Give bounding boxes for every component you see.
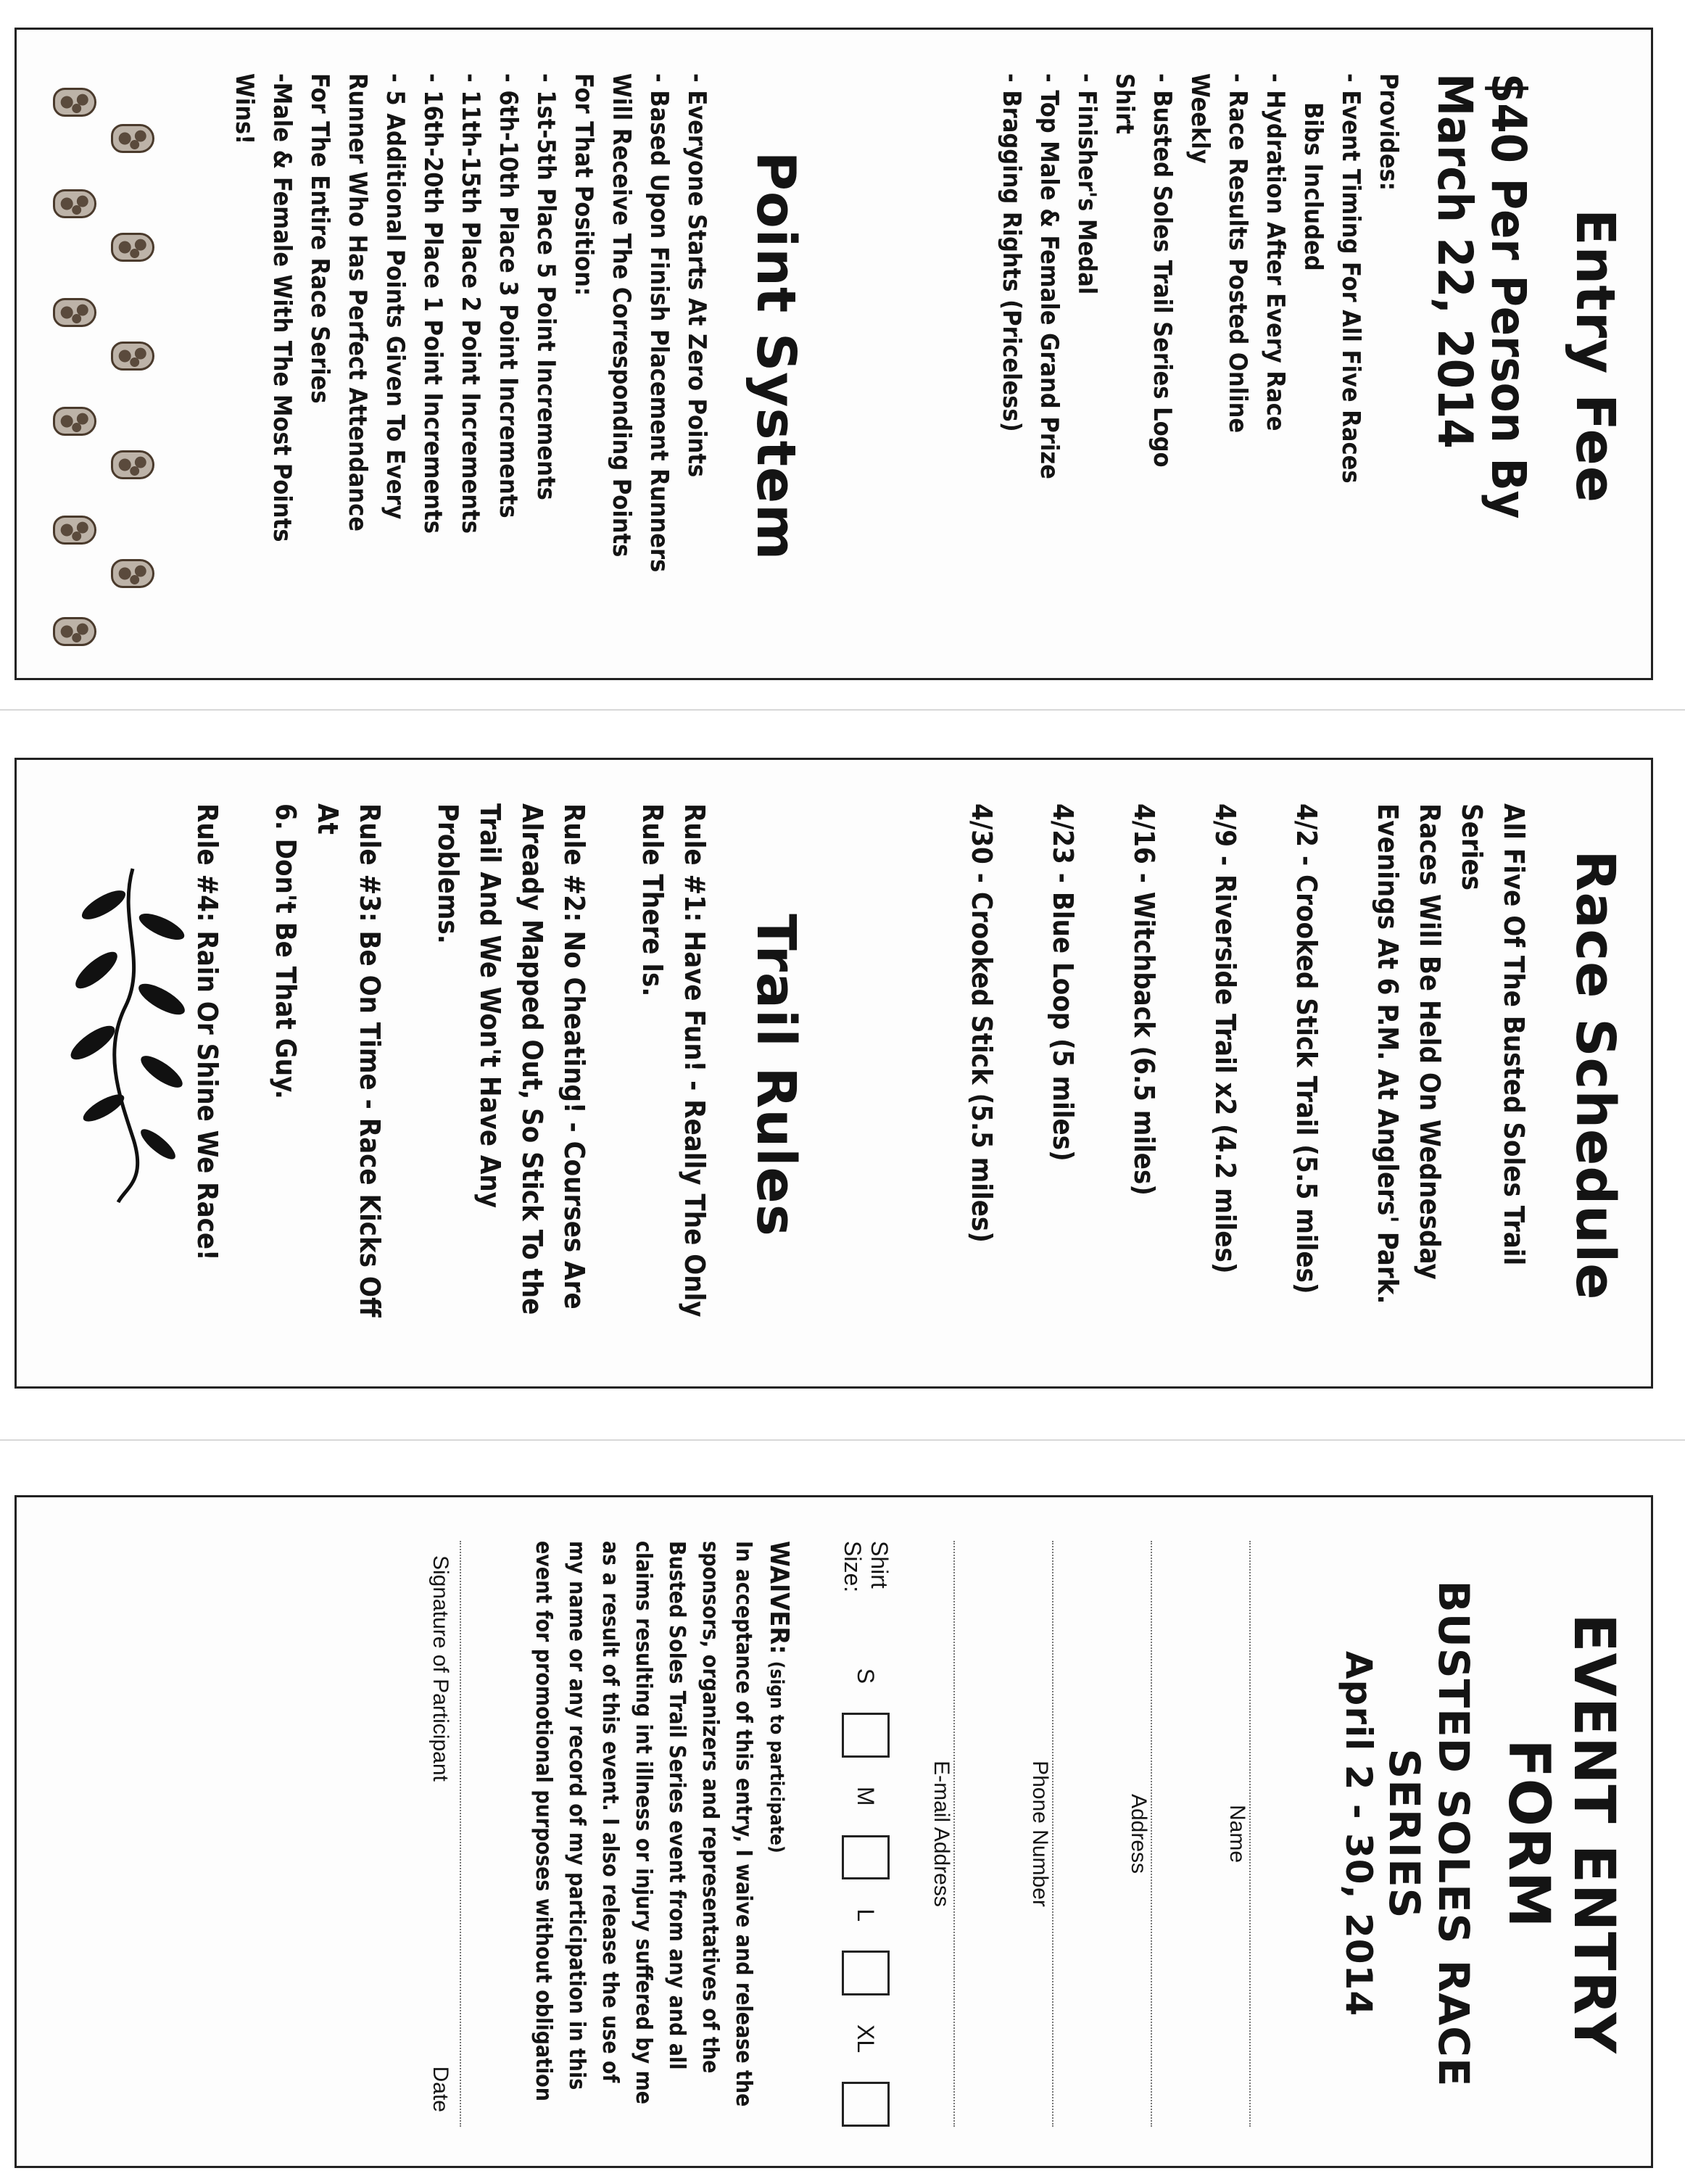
waiver-note: (sign to participate) [766, 1660, 787, 1853]
rule-line: Rule #3: Be On Time - Race Kicks Off At [312, 803, 386, 1318]
race-schedule-section [836, 760, 1655, 1391]
email-label: E-mail Address [930, 1761, 953, 1907]
address-label: Address [1127, 1793, 1151, 1874]
series-name: BUSTED SOLES RACE SERIES [1380, 1580, 1478, 2088]
provides-item: - Finisher's Medal [1072, 73, 1101, 295]
waiver-line: my name or any record of my participation in this [564, 1541, 589, 2090]
date-label: Date [429, 2066, 452, 2112]
signature-row [428, 1555, 452, 2112]
waiver-line: Busted Soles Trail Series event from any and all [664, 1541, 690, 2070]
footprint-trail [46, 73, 162, 668]
provides-item: Weekly [1185, 73, 1214, 164]
rule-line: Already Mapped Out, So Stick To the [516, 803, 548, 1315]
point-line: - 1st-5th Place 5 Point Increments [531, 73, 560, 500]
size-l-checkbox[interactable] [842, 1951, 890, 1995]
point-line: - 16th-20th Place 1 Point Increments [418, 73, 447, 534]
footprint-icon [111, 342, 154, 371]
schedule-intro: Races Will Be Held On Wednesday [1414, 803, 1446, 1280]
provides-item: - Event Timing For All Five Races [1336, 73, 1365, 484]
trail-rules-title: Trail Rules [745, 914, 807, 1237]
size-m-checkbox[interactable] [842, 1835, 890, 1880]
size-xl-checkbox[interactable] [842, 2082, 890, 2127]
panel-schedule-rules [15, 758, 1653, 1389]
entry-fee-title: Entry Fee [1564, 208, 1626, 504]
waiver-line: sponsors, organizers and representatives of the [697, 1541, 723, 2074]
deadline: March 22, 2014 [1427, 73, 1483, 449]
panel-entry-form [15, 1495, 1653, 2168]
point-line: - 11th-15th Place 2 Point Increments [456, 73, 485, 534]
footprint-icon [111, 559, 154, 588]
entry-fee-section [836, 30, 1655, 682]
fold-line [0, 1439, 1685, 1441]
provides-item: - Busted Soles Trail Series Logo [1148, 73, 1177, 468]
rule-line: Rule #2: No Cheating! - Courses Are [558, 803, 590, 1310]
footprint-icon [53, 516, 96, 545]
email-field[interactable] [953, 1541, 998, 2127]
size-xl-label: XL [853, 2024, 879, 2053]
size-l-label: L [853, 1908, 879, 1922]
race-schedule-title: Race Schedule [1564, 850, 1626, 1301]
provides-label: Provides: [1374, 73, 1403, 191]
footprint-icon [53, 88, 96, 117]
point-line: -Male & Female With The Most Points [268, 73, 297, 542]
point-line: Wins! [230, 73, 259, 145]
phone-field[interactable] [1052, 1541, 1097, 2127]
footprint-icon [53, 617, 96, 646]
branch-leaves-icon [53, 861, 198, 1209]
rule-line: Trail And We Won't Have Any Problems. [432, 803, 506, 1209]
race-item: 4/30 - Crooked Stick (5.5 miles) [966, 803, 998, 1243]
waiver-line: as a result of this event. I also release the use of [597, 1541, 623, 2083]
size-s-checkbox[interactable] [842, 1713, 890, 1758]
footprint-icon [53, 189, 96, 218]
footprint-icon [53, 407, 96, 436]
footprint-icon [111, 450, 154, 479]
shirt-size-row [839, 1541, 893, 2127]
waiver [526, 1541, 795, 2127]
point-line: - Based Upon Finish Placement Runners [645, 73, 674, 573]
point-line: For That Position: [569, 73, 598, 297]
point-line: - 6th-10th Place 3 Point Increments [494, 73, 523, 518]
point-line: - 5 Additional Points Given To Every [381, 73, 410, 520]
waiver-line: event for promotional purposes without obligation [531, 1541, 556, 2102]
provides-item: - Hydration After Every Race [1261, 73, 1290, 431]
rule-line: Rule #1: Have Fun! - Really The Only [679, 803, 711, 1318]
provides-item: - Bragging Rights (Priceless) [997, 73, 1026, 432]
fold-line [0, 709, 1685, 711]
point-line: Runner Who Has Perfect Attendance [343, 73, 372, 532]
size-m-label: M [853, 1786, 879, 1806]
race-item: 4/16 - Witchback (6.5 miles) [1128, 803, 1160, 1196]
footprint-icon [111, 233, 154, 262]
race-item: 4/23 - Blue Loop (5 miles) [1047, 803, 1079, 1162]
waiver-line: In acceptance of this entry, I waive and release the [731, 1541, 756, 2107]
rule-line: Rule #4: Rain Or Shine We Race! [191, 803, 223, 1261]
entry-form-title: EVENT ENTRY FORM [1496, 1613, 1626, 2054]
waiver-label: WAIVER: [764, 1541, 794, 1655]
size-s-label: S [853, 1668, 879, 1684]
provides-item: - Race Results Posted Online [1223, 73, 1252, 434]
name-field[interactable] [1249, 1541, 1294, 2127]
panel-entry-fee-point-system [15, 28, 1653, 680]
footprint-icon [111, 124, 154, 153]
provides-item: Bibs Included [1299, 102, 1328, 271]
point-line: Will Receive The Corresponding Points [607, 73, 636, 558]
rule-line: Rule There Is. [637, 803, 668, 997]
entry-form-section [428, 1497, 1655, 2170]
name-label: Name [1225, 1804, 1249, 1864]
schedule-intro: All Five Of The Busted Soles Trail Series [1456, 803, 1530, 1266]
waiver-line: claims resulting int illness or injury suffered by me [631, 1541, 656, 2105]
price-line: $40 Per Person By [1481, 73, 1536, 519]
series-dates: April 2 - 30, 2014 [1338, 1650, 1380, 2017]
provides-item: - Top Male & Female Grand Prize [1035, 73, 1064, 479]
race-item: 4/9 - Riverside Trail x2 (4.2 miles) [1209, 803, 1241, 1274]
point-system-title: Point System [745, 151, 807, 561]
footprint-icon [53, 298, 96, 327]
race-item: 4/2 - Crooked Stick Trail (5.5 miles) [1291, 803, 1322, 1294]
point-line: - Everyone Starts At Zero Points [682, 73, 711, 478]
phone-label: Phone Number [1028, 1761, 1052, 1907]
schedule-intro: Evenings At 6 P.M. At Anglers' Park. [1372, 803, 1404, 1304]
point-line: For The Entire Race Series [305, 73, 334, 404]
shirt-size-label: Shirt Size: [840, 1541, 893, 1593]
signature-field[interactable] [460, 1541, 505, 2127]
address-field[interactable] [1151, 1541, 1196, 2127]
signature-label: Signature of Participant [429, 1555, 452, 1782]
provides-item: Shirt [1110, 73, 1139, 135]
rule-line: 6. Don't Be That Guy. [270, 803, 302, 1099]
